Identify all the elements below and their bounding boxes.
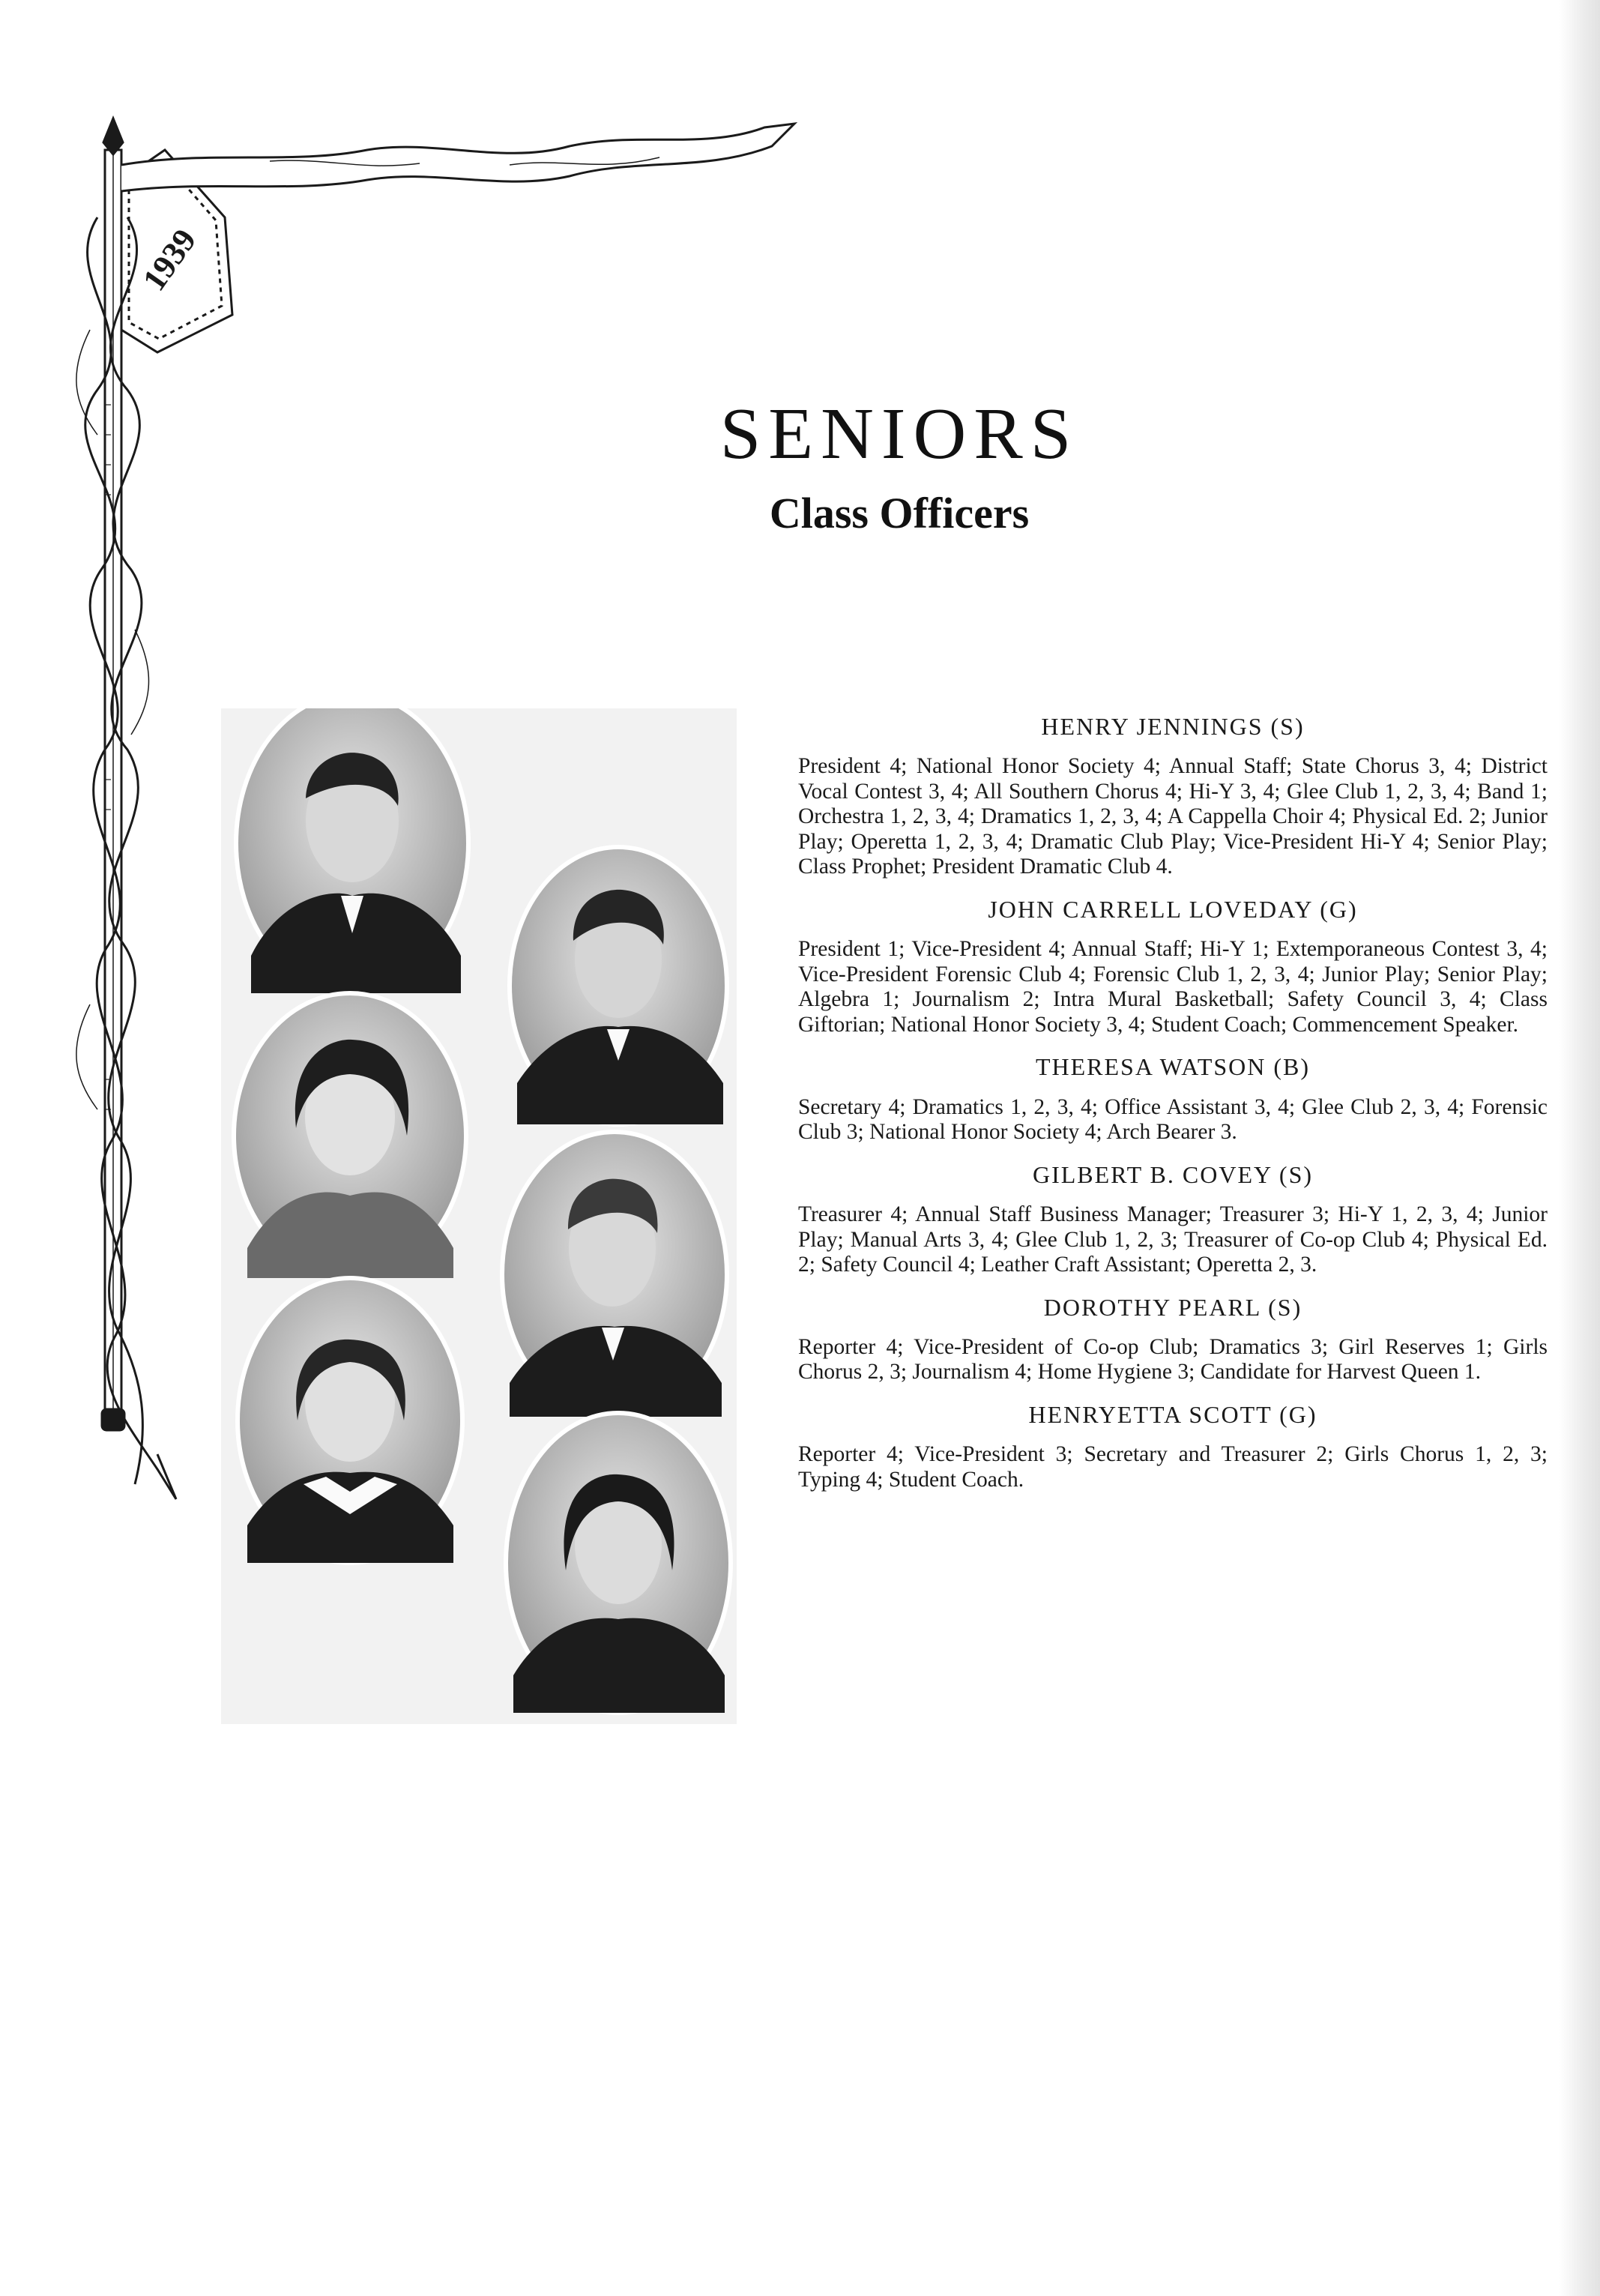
officer-bio: Treasurer 4; Annual Staff Business Manager; Treasurer 3; Hi-Y 1, 2, 3, 4; Junior Play; Manual Arts 3, 4; Glee Club 1, 2, 3; Treasurer of Co-op Club 4; Physical Ed. 2; Safety Council 4; Leather Craft Assistant; Operetta 2, 3.	[798, 1202, 1548, 1277]
officer-name: HENRYETTA SCOTT (G)	[1028, 1400, 1317, 1428]
officer-name: THERESA WATSON (B)	[1035, 1053, 1311, 1081]
officer-entry	[798, 712, 1548, 880]
portrait-john-carrell-loveday	[510, 847, 727, 1124]
officer-bio: President 4; National Honor Society 4; Annual Staff; State Chorus 3, 4; District Vocal Contest 3, 4; All Southern Chorus 4; Hi-Y 3, 4; Glee Club 1, 2, 3, 4; Band 1; Orchestra 1, 2, 3, 4; Dramatics 1, 2, 3, 4; A Cappella Choir 4; Physical Ed. 2; Junior Play; Operetta 1, 2, 3, 4; Dramatic Club Play; Vice-President Hi-Y 4; Senior Play; Class Prophet; President Dramatic Club 4.	[798, 754, 1548, 879]
officer-name: JOHN CARRELL LOVEDAY (G)	[988, 895, 1358, 923]
portrait-henry-jennings	[236, 708, 468, 993]
officer-entry	[798, 895, 1548, 1037]
portrait-photos	[221, 708, 737, 1724]
officer-bio: Reporter 4; Vice-President 3; Secretary and Treasurer 2; Girls Chorus 1, 2, 3; Typing 4; Student Coach.	[798, 1442, 1548, 1492]
portrait-henryetta-scott	[506, 1413, 731, 1713]
officer-list	[798, 712, 1548, 1507]
page-edge-shadow	[1559, 0, 1600, 2296]
officer-entry	[798, 1293, 1548, 1385]
page-subtitle: Class Officers	[769, 489, 1030, 537]
portrait-dorothy-pearl	[238, 1278, 462, 1563]
officer-bio: Secretary 4; Dramatics 1, 2, 3, 4; Office Assistant 3, 4; Glee Club 2, 3, 4; Forensic Club 3; National Honor Society 4; Arch Bearer 3.	[798, 1094, 1548, 1145]
pennant-year: 1939	[135, 222, 204, 298]
page-title: SENIORS	[719, 394, 1079, 474]
officer-bio: President 1; Vice-President 4; Annual Staff; Hi-Y 1; Extemporaneous Contest 3, 4; Vice-President Forensic Club 4; Forensic Club 1, 2, 3, 4; Junior Play; Senior Play; Algebra 1; Journalism 2; Intra Mural Basketball; Safety Council 3, 4; Class Giftorian; National Honor Society 3, 4; Student Coach; Commencement Speaker.	[798, 937, 1548, 1037]
portrait-gilbert-b-covey	[502, 1132, 727, 1417]
portrait-theresa-watson	[234, 993, 466, 1278]
officer-name: HENRY JENNINGS (S)	[1041, 713, 1305, 740]
officer-name: DOROTHY PEARL (S)	[1043, 1293, 1302, 1321]
officer-entry	[798, 1052, 1548, 1145]
title-block	[600, 394, 1199, 537]
officer-name: GILBERT B. COVEY (S)	[1032, 1160, 1314, 1188]
officer-entry	[798, 1400, 1548, 1492]
officer-entry	[798, 1160, 1548, 1278]
officer-bio: Reporter 4; Vice-President of Co-op Club; Dramatics 3; Girl Reserves 1; Girls Chorus 2, 3; Journalism 4; Home Hygiene 3; Candidate for Harvest Queen 1.	[798, 1334, 1548, 1384]
